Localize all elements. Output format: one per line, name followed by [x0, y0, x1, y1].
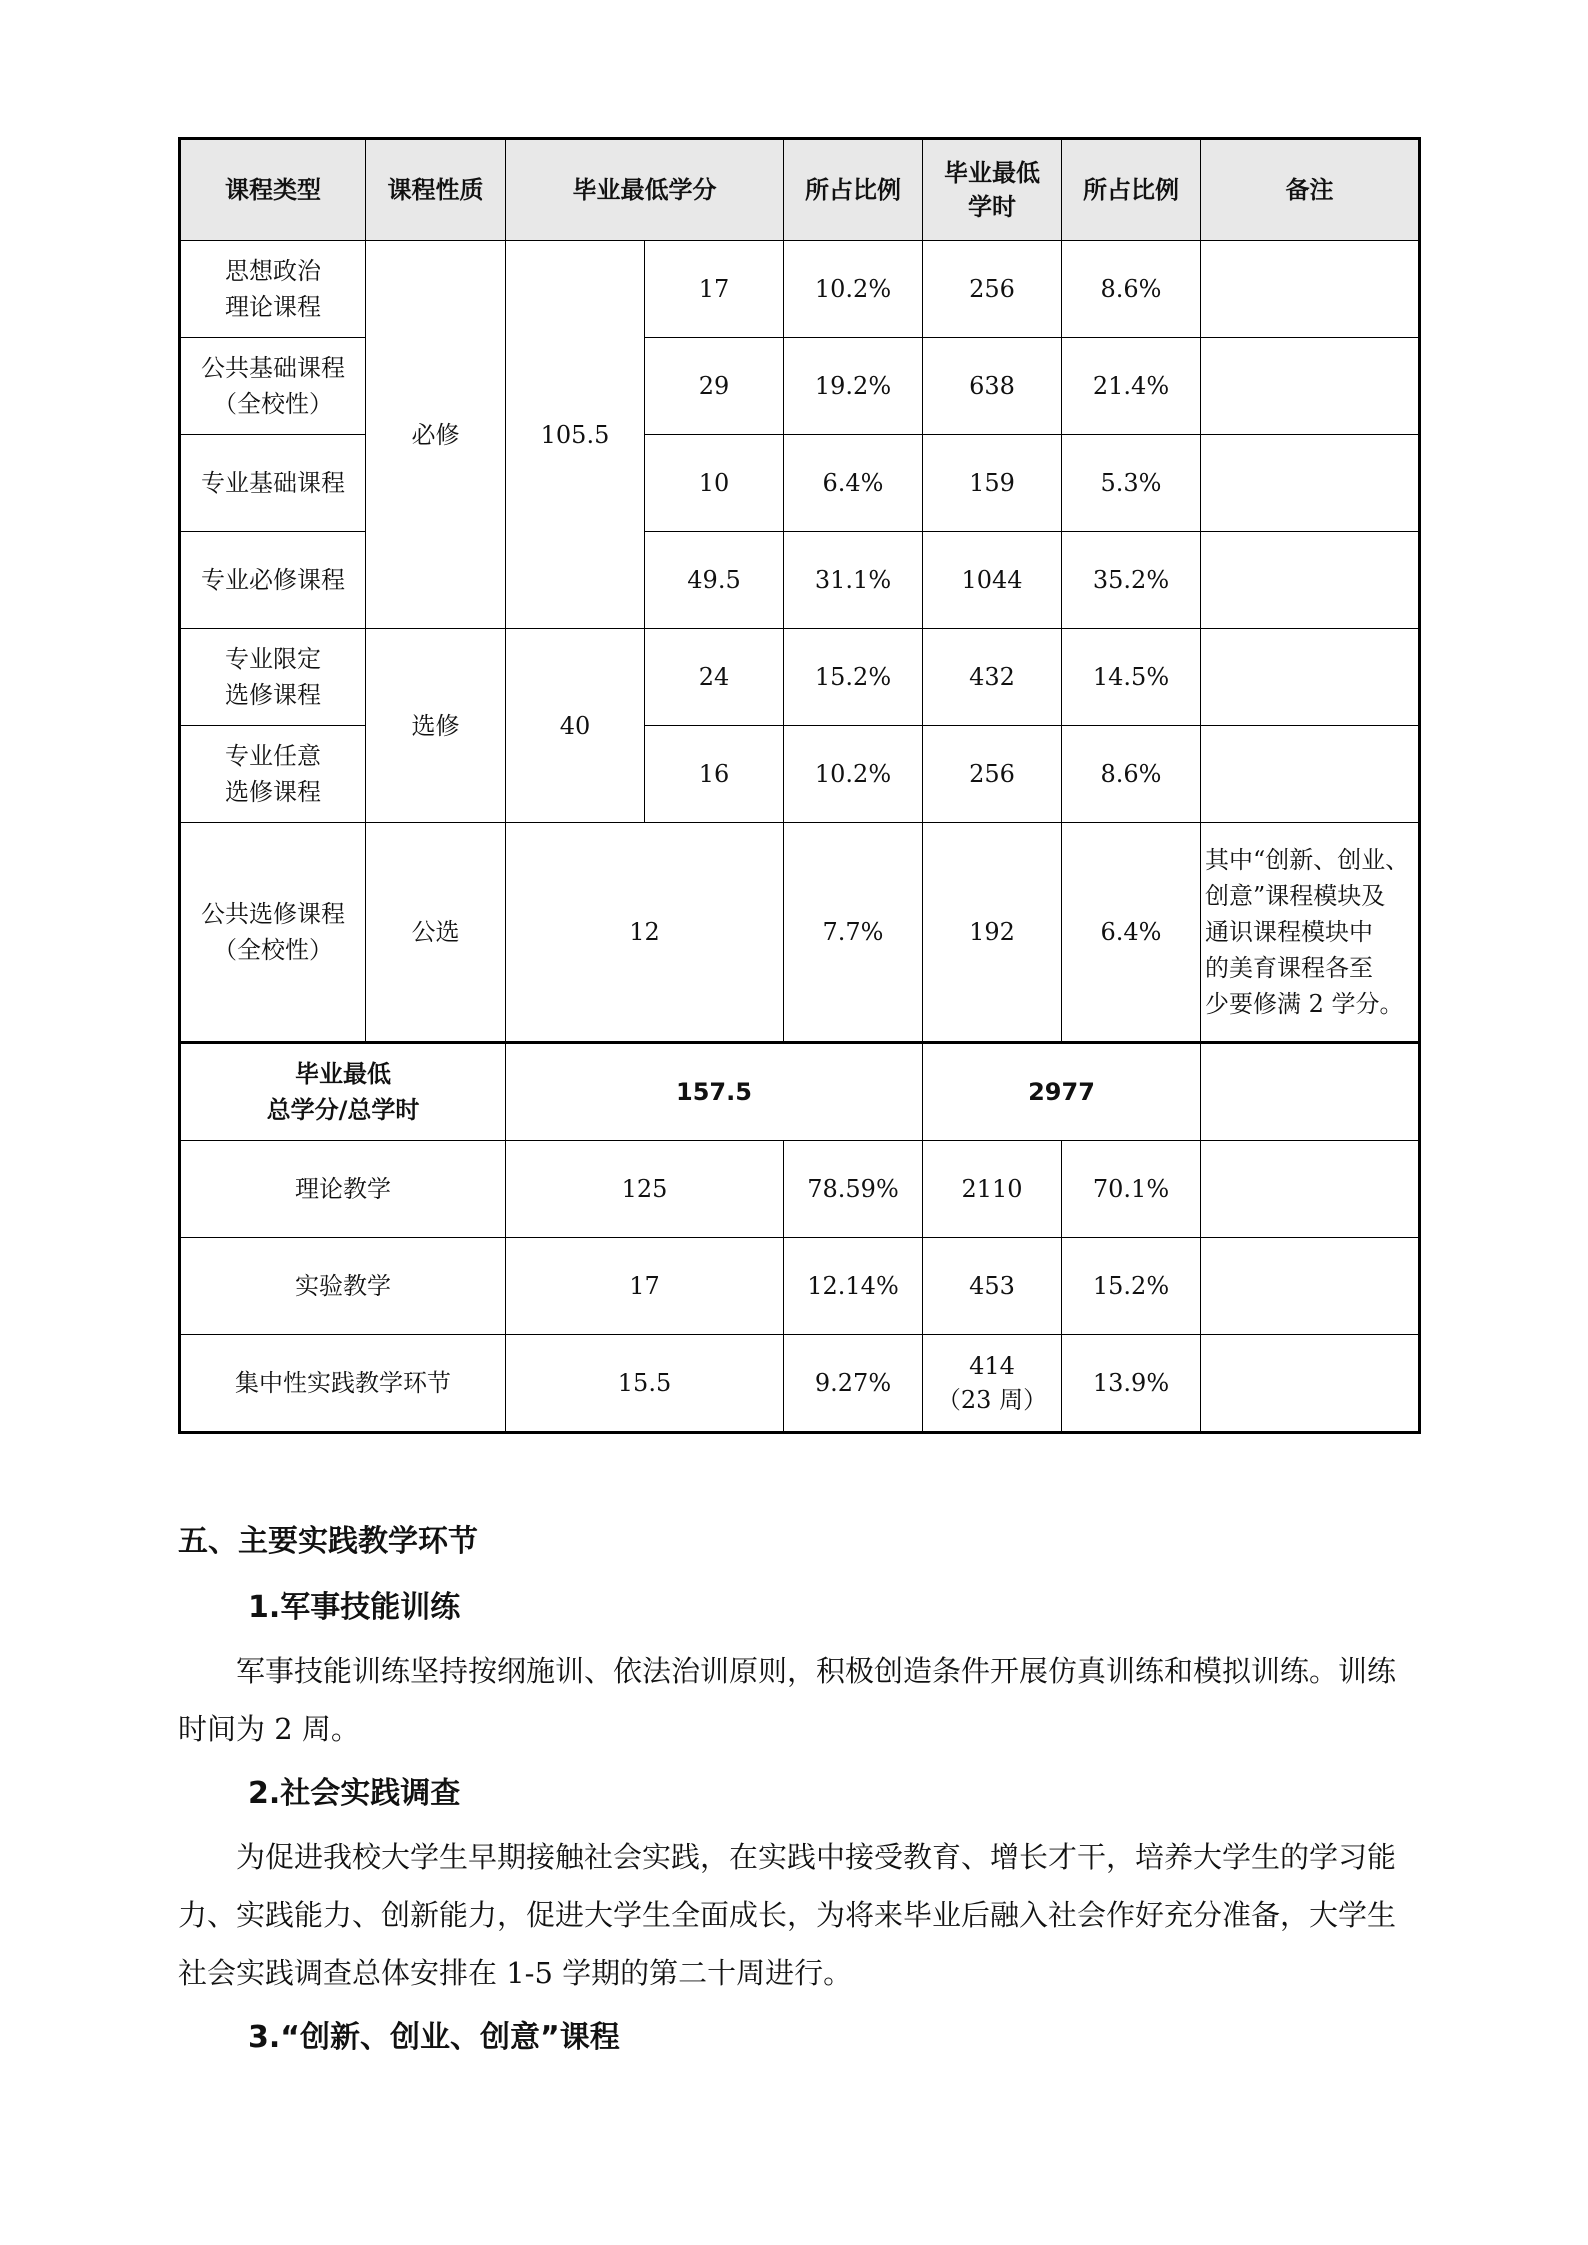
credit-pct-cell: 10.2%	[784, 726, 923, 823]
note-cell: 其中“创新、创业、 创意”课程模块及 通识课程模块中 的美育课程各至 少要修满 2 学分。	[1201, 823, 1420, 1043]
credit-cell: 10	[645, 435, 784, 532]
credit-cell: 24	[645, 629, 784, 726]
table-header-row	[180, 139, 1420, 241]
note-cell	[1201, 338, 1420, 435]
note-cell	[1201, 1043, 1420, 1141]
note-cell	[1201, 726, 1420, 823]
note-cell	[1201, 1238, 1420, 1335]
hours-cell: 432	[923, 629, 1062, 726]
credit-pct-cell: 31.1%	[784, 532, 923, 629]
credit-cell: 49.5	[645, 532, 784, 629]
course-type-cell: 公共基础课程 （全校性）	[180, 338, 366, 435]
section-title: 五、主要实践教学环节	[178, 1524, 478, 1559]
breakdown-label: 集中性实践教学环节	[180, 1335, 506, 1433]
note-cell	[1201, 241, 1420, 338]
hours-pct-cell: 35.2%	[1062, 532, 1201, 629]
hours-cell: 414 （23 周）	[923, 1335, 1062, 1433]
header-course-nature: 课程性质	[366, 139, 506, 241]
credit-pct-cell: 12.14%	[784, 1238, 923, 1335]
hours-pct-cell: 8.6%	[1062, 241, 1201, 338]
total-label: 毕业最低 总学分/总学时	[180, 1043, 506, 1141]
header-hours-ratio: 所占比例	[1062, 139, 1201, 241]
credit-pct-cell: 9.27%	[784, 1335, 923, 1433]
hours-cell: 2110	[923, 1141, 1062, 1238]
subsection-heading: 3.“创新、创业、创意”课程	[248, 2020, 620, 2055]
hours-cell: 159	[923, 435, 1062, 532]
hours-cell: 192	[923, 823, 1062, 1043]
credit-cell: 15.5	[506, 1335, 784, 1433]
subsection-heading: 2.社会实践调查	[248, 1776, 461, 1811]
credit-cell: 17	[506, 1238, 784, 1335]
credit-cell: 12	[506, 823, 784, 1043]
credit-pct-cell: 7.7%	[784, 823, 923, 1043]
table-row	[180, 241, 1420, 338]
header-credit-ratio: 所占比例	[784, 139, 923, 241]
hours-cell: 1044	[923, 532, 1062, 629]
note-cell	[1201, 1141, 1420, 1238]
course-type-cell: 专业限定 选修课程	[180, 629, 366, 726]
table-row	[180, 629, 1420, 726]
credit-cell: 125	[506, 1141, 784, 1238]
hours-pct-cell: 6.4%	[1062, 823, 1201, 1043]
table-row	[180, 1335, 1420, 1433]
credit-pct-cell: 15.2%	[784, 629, 923, 726]
header-min-credits: 毕业最低学分	[506, 139, 784, 241]
hours-pct-cell: 5.3%	[1062, 435, 1201, 532]
credit-pct-cell: 10.2%	[784, 241, 923, 338]
hours-cell: 256	[923, 726, 1062, 823]
course-nature-cell: 公选	[366, 823, 506, 1043]
credit-cell: 29	[645, 338, 784, 435]
course-type-cell: 专业任意 选修课程	[180, 726, 366, 823]
hours-pct-cell: 8.6%	[1062, 726, 1201, 823]
paragraph: 为促进我校大学生早期接触社会实践，在实践中接受教育、增长才干，培养大学生的学习能力、实践能力、创新能力，促进大学生全面成长，为将来毕业后融入社会作好充分准备，大学生社会实践调查总体安排在 1-5 学期的第二十周进行。	[178, 1840, 1397, 1990]
hours-cell: 638	[923, 338, 1062, 435]
paragraph: 军事技能训练坚持按纲施训、依法治训原则，积极创造条件开展仿真训练和模拟训练。训练时间为 2 周。	[178, 1654, 1397, 1746]
table-row	[180, 1238, 1420, 1335]
credit-cell: 16	[645, 726, 784, 823]
group-credits-cell: 105.5	[506, 241, 645, 629]
course-type-cell: 公共选修课程 （全校性）	[180, 823, 366, 1043]
course-type-cell: 专业基础课程	[180, 435, 366, 532]
note-cell	[1201, 629, 1420, 726]
hours-pct-cell: 15.2%	[1062, 1238, 1201, 1335]
table-row	[180, 1141, 1420, 1238]
credit-pct-cell: 19.2%	[784, 338, 923, 435]
total-row	[180, 1043, 1420, 1141]
note-cell	[1201, 435, 1420, 532]
credit-hours-table	[178, 137, 1421, 1434]
course-nature-cell: 选修	[366, 629, 506, 823]
subsection-heading: 1.军事技能训练	[248, 1590, 461, 1625]
group-credits-cell: 40	[506, 629, 645, 823]
hours-pct-cell: 14.5%	[1062, 629, 1201, 726]
breakdown-label: 实验教学	[180, 1238, 506, 1335]
hours-cell: 256	[923, 241, 1062, 338]
hours-pct-cell: 13.9%	[1062, 1335, 1201, 1433]
note-cell	[1201, 532, 1420, 629]
header-course-type: 课程类型	[180, 139, 366, 241]
total-credits: 157.5	[506, 1043, 923, 1141]
hours-pct-cell: 21.4%	[1062, 338, 1201, 435]
course-type-cell: 专业必修课程	[180, 532, 366, 629]
total-hours: 2977	[923, 1043, 1201, 1141]
header-notes: 备注	[1201, 139, 1420, 241]
table-row	[180, 823, 1420, 1043]
course-nature-cell: 必修	[366, 241, 506, 629]
hours-pct-cell: 70.1%	[1062, 1141, 1201, 1238]
course-type-cell: 思想政治 理论课程	[180, 241, 366, 338]
header-min-hours: 毕业最低 学时	[923, 139, 1062, 241]
credit-pct-cell: 78.59%	[784, 1141, 923, 1238]
credit-cell: 17	[645, 241, 784, 338]
credit-pct-cell: 6.4%	[784, 435, 923, 532]
note-cell	[1201, 1335, 1420, 1433]
breakdown-label: 理论教学	[180, 1141, 506, 1238]
hours-cell: 453	[923, 1238, 1062, 1335]
